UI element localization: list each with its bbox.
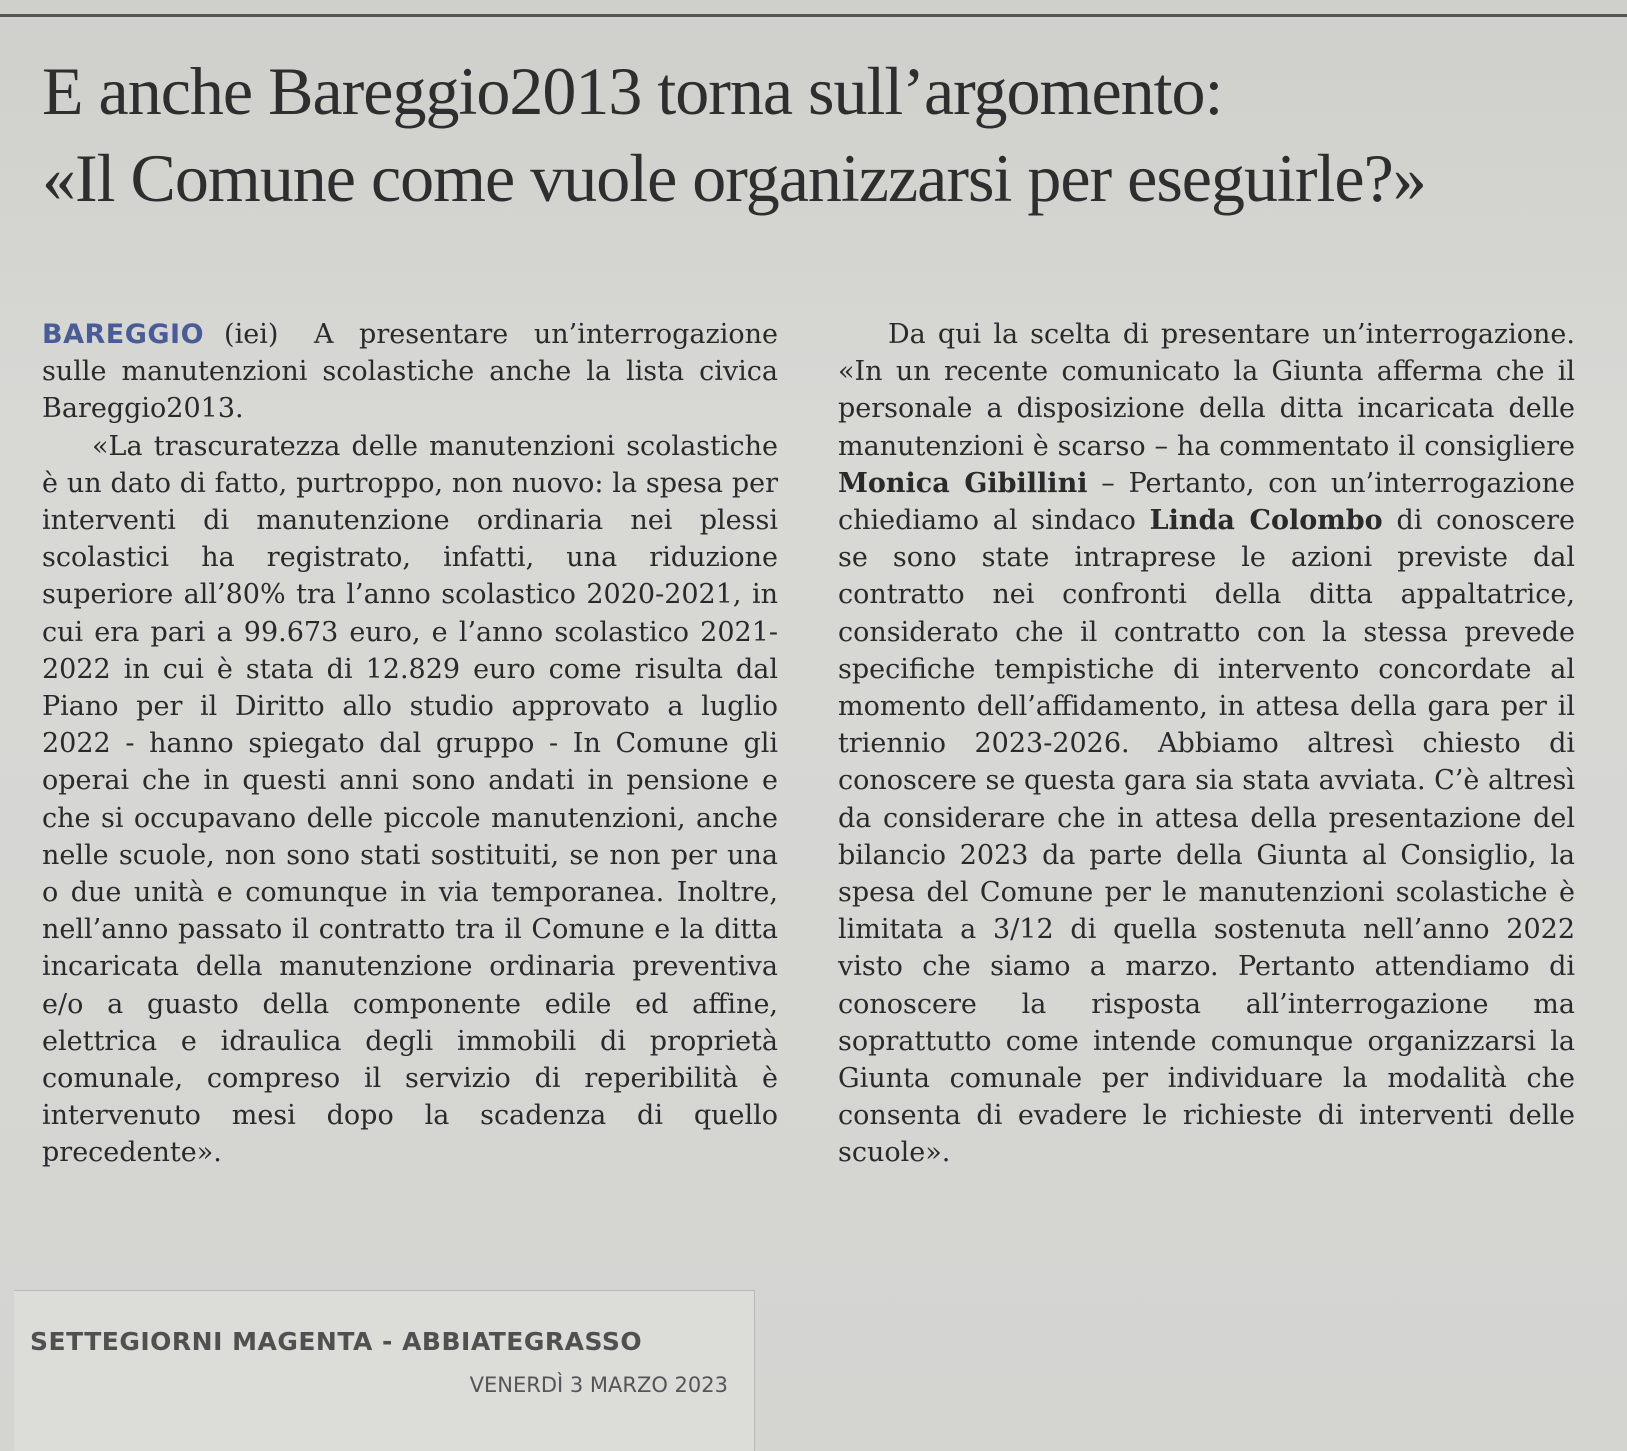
article-column-right (838, 316, 1575, 1172)
lead-text: A presentare un’interrogazione sulle manutenzioni scolastiche anche la lista civica Bareggio2013. (42, 319, 778, 425)
right-paragraph (838, 316, 1575, 1172)
article-column-left (42, 316, 778, 1172)
headline-line-1: E anche Bareggio2013 torna sull’argomento: (42, 53, 1223, 129)
newspaper-name: SETTEGIORNI MAGENTA - ABBIATEGRASSO (30, 1327, 643, 1356)
author-initials: (iei) (224, 319, 279, 350)
kicker: BAREGGIO (42, 319, 205, 350)
source-box (14, 1290, 755, 1451)
right-text-3: di conoscere se sono state intraprese le azioni previste dal contratto nei confronti della ditta appaltatrice, considerato che il contratto con la stessa prevede specifiche tempistiche di intervento concordate al momento dell’affidamento, in attesa della gara per il triennio 2023-2026. Abbiamo altresì chiesto di conoscere se questa gara sia stata avviata. C’è altresì da considerare che in attesa della presentazione del bilancio 2023 da parte della Giunta al Consiglio, la spesa del Comune per le manutenzioni scolastiche è limitata a 3/12 di quella sostenuta nell’anno 2022 visto che siamo a marzo. Pertanto attendiamo di conoscere la risposta all’interrogazione ma soprattutto come intende comunque organizzarsi la Giunta comunale per individuare la modalità che consenta di evadere le richieste di interventi delle scuole». (838, 505, 1575, 1169)
lead-paragraph (42, 316, 778, 428)
right-text-2: – Pertanto, con un’interrogazione chiediamo al sindaco (838, 467, 1575, 537)
right-text-1: Da qui la scelta di presentare un’interrogazione. «In un recente comunicato la Giunta afferma che il personale a disposizione della ditta incaricata delle manutenzioni è scarso – ha commentato il consigliere (838, 319, 1575, 462)
quote-paragraph: «La trascuratezza delle manutenzioni scolastiche è un dato di fatto, purtroppo, non nuovo: la spesa per interventi di manutenzione ordinaria nei plessi scolastici ha registrato, infatti, una riduzione superiore all’80% tra l’anno scolastico 2020-2021, in cui era pari a 99.673 euro, e l’anno scolastico 2021-2022 in cui è stata di 12.829 euro come risulta dal Piano per il Diritto allo studio approvato a luglio 2022 - hanno spiegato dal gruppo - In Comune gli operai che in questi anni sono andati in pensione e che si occupavano delle piccole manutenzioni, anche nelle scuole, non sono stati sostituiti, se non per una o due unità e comunque in via temporanea. Inoltre, nell’anno passato il contratto tra il Comune e la ditta incaricata della manutenzione ordinaria preventiva e/o a guasto della componente edile ed affine, elettrica e idraulica degli immobili di proprietà comunale, compreso il servizio di reperibilità è intervenuto mesi dopo la scadenza di quello precedente». (42, 430, 778, 1169)
councillor-name: Monica Gibillini (838, 467, 1088, 499)
mayor-name: Linda Colombo (1149, 505, 1383, 537)
headline (42, 48, 1587, 222)
headline-line-2: «Il Comune come vuole organizzarsi per eseguirle?» (42, 140, 1426, 216)
publication-date: VENERDÌ 3 MARZO 2023 (469, 1373, 728, 1397)
top-rule (0, 14, 1627, 17)
